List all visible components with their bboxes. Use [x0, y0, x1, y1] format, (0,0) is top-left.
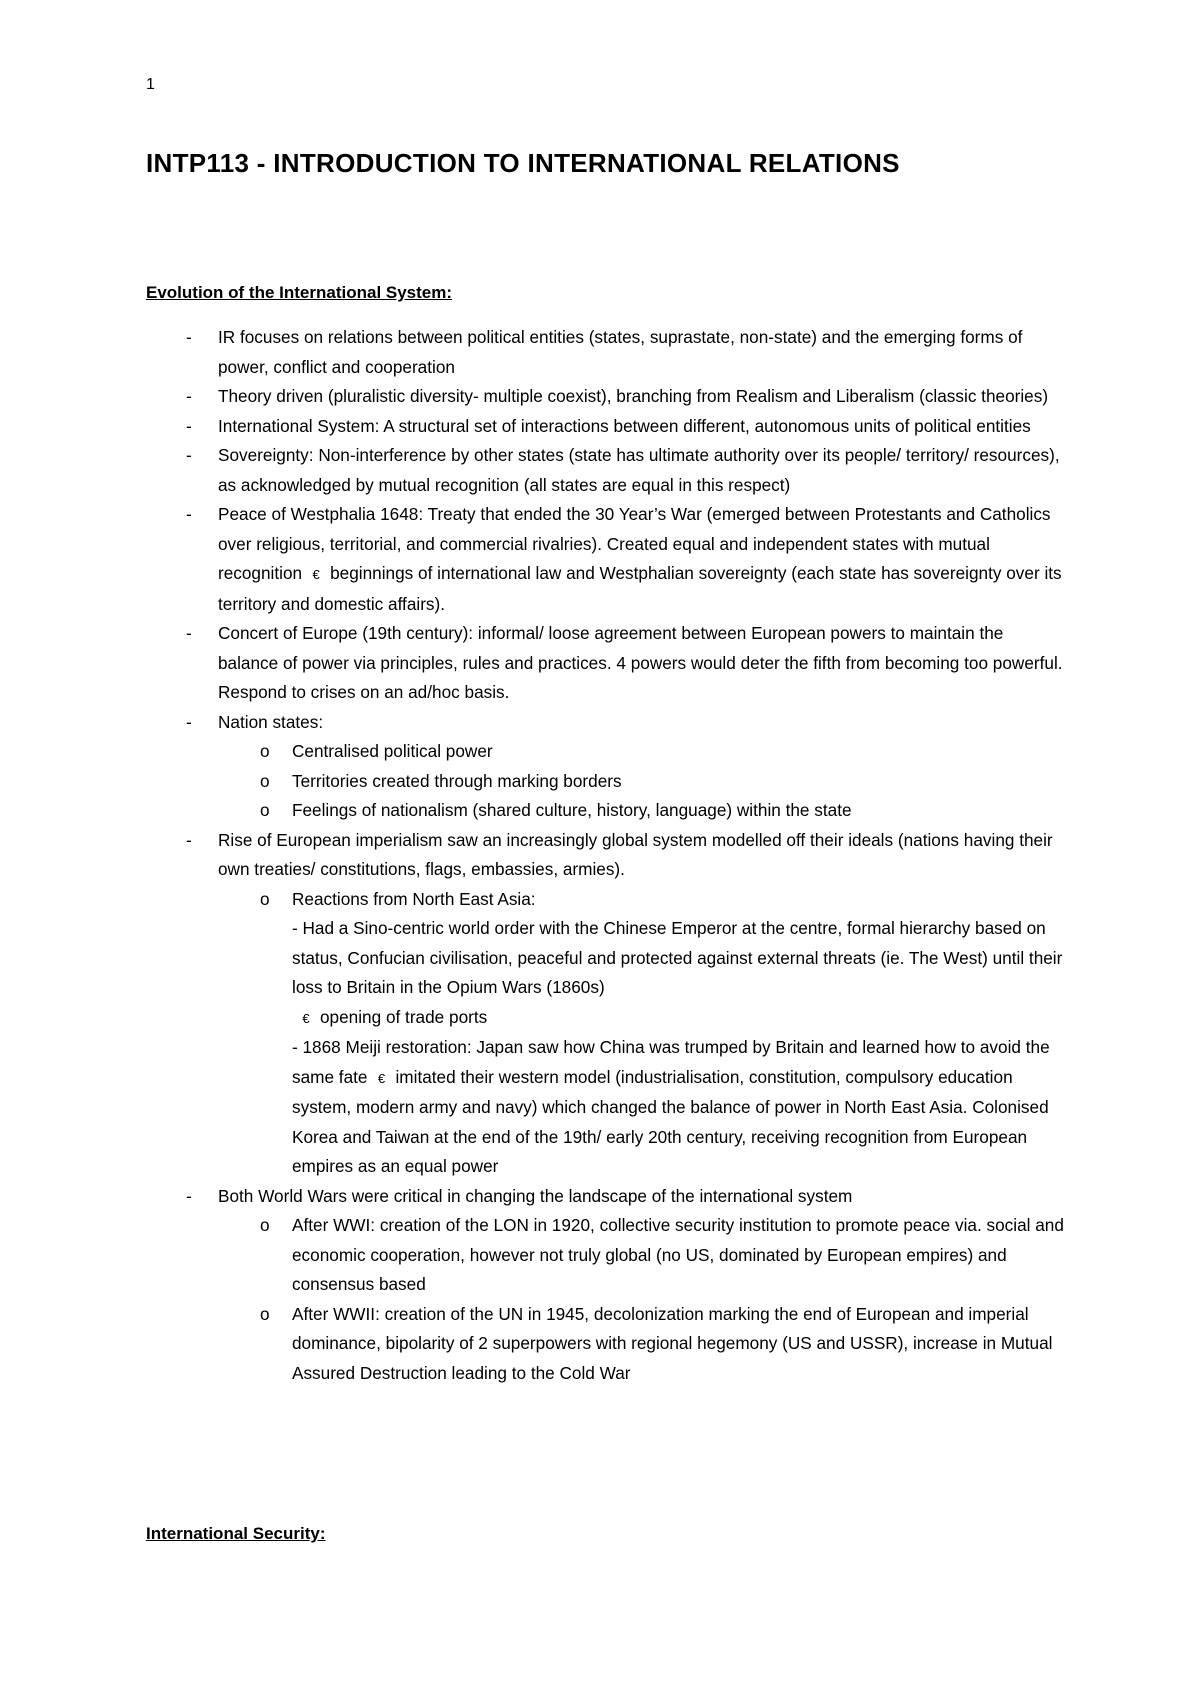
- bullet-text: Territories created through marking borders: [292, 770, 622, 791]
- list-item: [146, 826, 1066, 885]
- dash-marker: -: [186, 829, 192, 850]
- sub-list-item: [146, 767, 1066, 797]
- list-item: [146, 382, 1066, 412]
- sub-list-item: [146, 737, 1066, 767]
- dash-marker: -: [186, 415, 192, 436]
- bullet-list: [146, 323, 1066, 1388]
- bullet-text: International System: A structural set of interactions between different, autonomous units of political entities: [218, 415, 1031, 436]
- sub-paragraph: [146, 1033, 1066, 1182]
- list-item: [146, 1182, 1066, 1212]
- bullet-text: Concert of Europe (19th century): informal/ loose agreement between European powers to maintain the balance of power via principles, rules and practices. 4 powers would deter the fifth from becoming too powerful. Respond to crises on an ad/hoc basis.: [218, 623, 1063, 702]
- section-heading-evolution: Evolution of the International System:: [146, 283, 453, 302]
- circle-marker: o: [260, 1215, 270, 1235]
- dash-marker: -: [186, 504, 192, 524]
- bullet-text: Feelings of nationalism (shared culture, history, language) within the state: [292, 800, 852, 820]
- bullet-text-part: beginnings of international law and Westphalian sovereignty (each state has sovereignty over its territory and domestic affairs).: [218, 563, 1062, 614]
- bullet-text: Both World Wars were critical in changing the landscape of the international system: [218, 1185, 853, 1206]
- dash-marker: -: [186, 386, 192, 406]
- bullet-text: Theory driven (pluralistic diversity- multiple coexist), branching from Realism and Liberalism (classic theories): [218, 386, 1049, 406]
- bullet-text: Rise of European imperialism saw an increasingly global system modelled off their ideals (nations having their own treaties/ constitutions, flags, embassies, armies).: [218, 829, 1053, 879]
- paragraph-text: [292, 914, 1066, 1033]
- paragraph-text-part: opening of trade ports: [320, 1006, 488, 1027]
- circle-marker: o: [260, 800, 270, 820]
- bullet-text: After WWII: creation of the UN in 1945, decolonization marking the end of European and imperial dominance, bipolarity of 2 superpowers with regional hegemony (US and USSR), increase in Mutual Assured Destruction leading to the Cold War: [292, 1303, 1053, 1383]
- circle-marker: o: [260, 888, 270, 909]
- list-item: [146, 441, 1066, 500]
- bullet-text: IR focuses on relations between political entities (states, suprastate, non-state) and the emerging forms of power, conflict and cooperation: [218, 327, 1023, 377]
- bullet-text: Centralised political power: [292, 741, 493, 761]
- paragraph-text-part: imitated their western model (industrialisation, constitution, compulsory education system, modern army and navy) which changed the balance of power in North East Asia. Colonised Korea and Taiwan at the end of the 19th/ early 20th century, receiving recognition from European empires as an equal power: [292, 1066, 1049, 1176]
- sub-paragraph: [146, 914, 1066, 1033]
- sub-list-item: [146, 796, 1066, 826]
- list-item: [146, 323, 1066, 382]
- list-item: [146, 412, 1066, 442]
- bullet-text: Nation states:: [218, 711, 324, 732]
- bullet-text: Sovereignty: Non-interference by other states (state has ultimate authority over its people/ territory/ resources), as acknowledged by mutual recognition (all states are equal in this respect): [218, 445, 1060, 495]
- dash-marker: -: [186, 623, 192, 643]
- dash-marker: -: [186, 711, 192, 732]
- arrow-icon: €: [377, 1070, 386, 1086]
- paragraph-text-part: - 1868 Meiji restoration: Japan saw how China was trumped by Britain and learned how to avoid the same fate: [292, 1037, 1050, 1087]
- dash-marker: -: [186, 327, 192, 347]
- bullet-text-part: Peace of Westphalia 1648: Treaty that ended the 30 Year’s War (emerged between Protestants and Catholics over religious, territorial, and commercial rivalries). Created equal and independent states with mutual recognition: [218, 504, 1051, 583]
- bullet-text: [218, 500, 1066, 619]
- sub-list-item: [146, 1211, 1066, 1300]
- bullet-text: After WWI: creation of the LON in 1920, collective security institution to promote peace via. social and economic cooperation, however not truly global (no US, dominated by European empires) and consensus based: [292, 1215, 1064, 1294]
- document-title: INTP113 - INTRODUCTION TO INTERNATIONAL RELATIONS: [146, 148, 900, 178]
- dash-marker: -: [186, 1185, 192, 1206]
- list-item: [146, 708, 1066, 738]
- page-number: 1: [146, 76, 155, 93]
- section-heading-international-security: International Security:: [146, 1524, 326, 1543]
- arrow-icon: €: [302, 1010, 310, 1026]
- circle-marker: o: [260, 1303, 270, 1324]
- paragraph-text: [292, 1033, 1066, 1182]
- arrow-icon: €: [312, 567, 320, 582]
- circle-marker: o: [260, 770, 270, 791]
- sub-list-item: [146, 1300, 1066, 1389]
- list-item: [146, 500, 1066, 619]
- dash-marker: -: [186, 445, 192, 465]
- circle-marker: o: [260, 741, 270, 761]
- list-item: [146, 619, 1066, 708]
- paragraph-text-part: - Had a Sino-centric world order with the Chinese Emperor at the centre, formal hierarchy based on status, Confucian civilisation, peaceful and protected against external threats (ie. The West) until their loss to Britain in the Opium Wars (1860s): [292, 918, 1063, 997]
- bullet-text: Reactions from North East Asia:: [292, 888, 536, 909]
- sub-list-item: [146, 885, 1066, 915]
